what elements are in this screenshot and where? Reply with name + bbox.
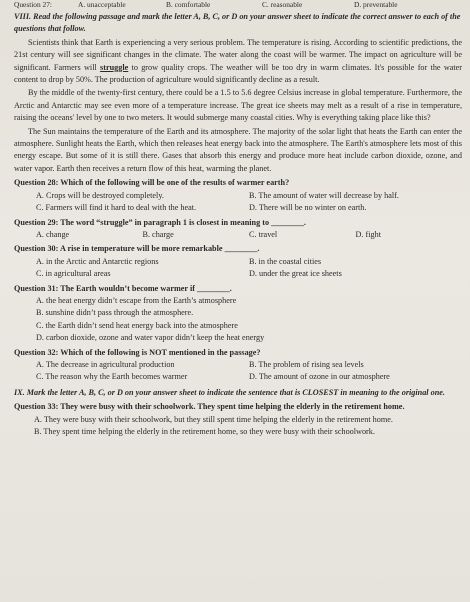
question-33-option-b: B. They spent time helping the elderly in the retirement home, so they were busy with their schoolwork. [34, 427, 375, 436]
question-32-option-d: D. The amount of ozone in our atmosphere [249, 372, 390, 382]
question-30-option-d: D. under the great ice sheets [249, 269, 342, 279]
question-30-option-c: C. in agricultural areas [36, 269, 111, 279]
question-32-option-b: B. The problem of rising sea levels [249, 359, 364, 369]
question-31-options [14, 295, 462, 345]
question-27-option-b: B. comfortable [166, 0, 211, 9]
question-28-option-d: D. There will be no winter on earth. [249, 203, 367, 213]
question-27-option-a: A. unacceptable [78, 0, 126, 9]
question-31-option-a: A. the heat energy didn’t escape from the Earth’s atmosphere [36, 295, 237, 305]
question-29-options [14, 229, 462, 241]
question-29-option-c: C. travel [249, 229, 278, 239]
question-32-option-a: A. The decrease in agricultural production [36, 359, 175, 369]
question-31-stem: Question 31: The Earth wouldn’t become warmer if ________. [14, 283, 232, 293]
question-29-stem: Question 29: The word “struggle” in paragraph 1 is closest in meaning to ________. [14, 217, 306, 227]
question-28-option-b: B. The amount of water will decrease by half. [249, 190, 399, 200]
question-29-option-d: D. fight [355, 229, 381, 239]
question-28-stem: Question 28: Which of the following will be one of the results of warmer earth? [14, 178, 290, 188]
question-32-options [14, 359, 462, 384]
section-8-instruction: VIII. Read the following passage and mark the letter A, B, C, or D on your answer sheet to indicate the correct answer to each of the questions that follow. [14, 12, 461, 34]
section-9-instruction: IX. Mark the letter A, B, C, or D on your answer sheet to indicate the sentence that is CLOSEST in meaning to the original one. [14, 387, 445, 397]
question-28-option-a: A. Crops will be destroyed completely. [36, 190, 164, 200]
question-32-option-c: C. The reason why the Earth becomes warmer [36, 372, 188, 382]
passage-paragraph-2: By the middle of the twenty-first century, there could be a 1.5 to 5.6 degree Celsius increase in global temperature. Furthermore, the Arctic and Antarctic may see even more of a temperature increase. The great ice sheets may melt as a result of a rise in temperature, raising the oceans' level by one to two meters. It would submerge many coastal cities. Why is everything taking place like this? [14, 88, 462, 123]
question-27-options-row [14, 0, 462, 10]
paragraph-1-text-start: Scientists think that Earth is experiencing a very serious problem. The temperature is rising. According to scientific predictions, the 21st century will see significant changes in the climate. The water along the coast will be warmer. The impact on agriculture will be significant. Farmers will [14, 37, 462, 72]
question-33-option-a: A. They were busy with their schoolwork, but they still spent time helping the elderly in the retirement home. [34, 414, 393, 424]
question-30-stem: Question 30: A rise in temperature will be more remarkable ________. [14, 244, 260, 254]
question-28-options [14, 190, 462, 215]
question-31-option-b: B. sunshine didn’t pass through the atmosphere. [36, 308, 194, 318]
question-27-option-d: D. preventable [354, 0, 398, 9]
paragraph-1-text-end: to grow quality crops. The weather will be too dry in warm climates. It's possible for the water content to drop by 50%. The production of agriculture would significantly decline as a result. [14, 62, 463, 85]
underlined-word-struggle: struggle [100, 62, 129, 72]
question-29-option-b: B. charge [142, 229, 174, 239]
question-27-option-c: C. reasonable [262, 0, 303, 9]
question-29-option-a: A. change [36, 229, 70, 239]
passage-paragraph-1 [14, 37, 462, 87]
passage-paragraph-3: The Sun maintains the temperature of the Earth and its atmosphere. The majority of the solar light that heats the Earth can enter the atmosphere. Sunlight heats the Earth, which then releases heat energy back into the atmosphere. The Earth's atmosphere lets most of this energy escape. But some of it is still there. Gases that absorb this energy and produce more heat include carbon dioxide, ozone, and water vapor. Earth then receives a return flow of this heat, warming the planet. [14, 126, 462, 173]
question-30-option-a: A. in the Arctic and Antarctic regions [36, 256, 159, 266]
question-31-option-c: C. the Earth didn’t send heat energy back into the atmosphere [36, 320, 238, 330]
question-27-label: Question 27: [14, 0, 52, 9]
question-28-option-c: C. Farmers will find it hard to deal with the heat. [36, 203, 197, 213]
question-30-option-b: B. in the coastal cities [249, 256, 322, 266]
question-33-stem: Question 33: They were busy with their schoolwork. They spent time helping the elderly in the retirement home. [14, 402, 405, 412]
question-32-stem: Question 32: Which of the following is NOT mentioned in the passage? [14, 347, 261, 357]
question-30-options [14, 256, 462, 281]
question-31-option-d: D. carbon dioxide, ozone and water vapor didn’t keep the heat energy [36, 333, 265, 343]
